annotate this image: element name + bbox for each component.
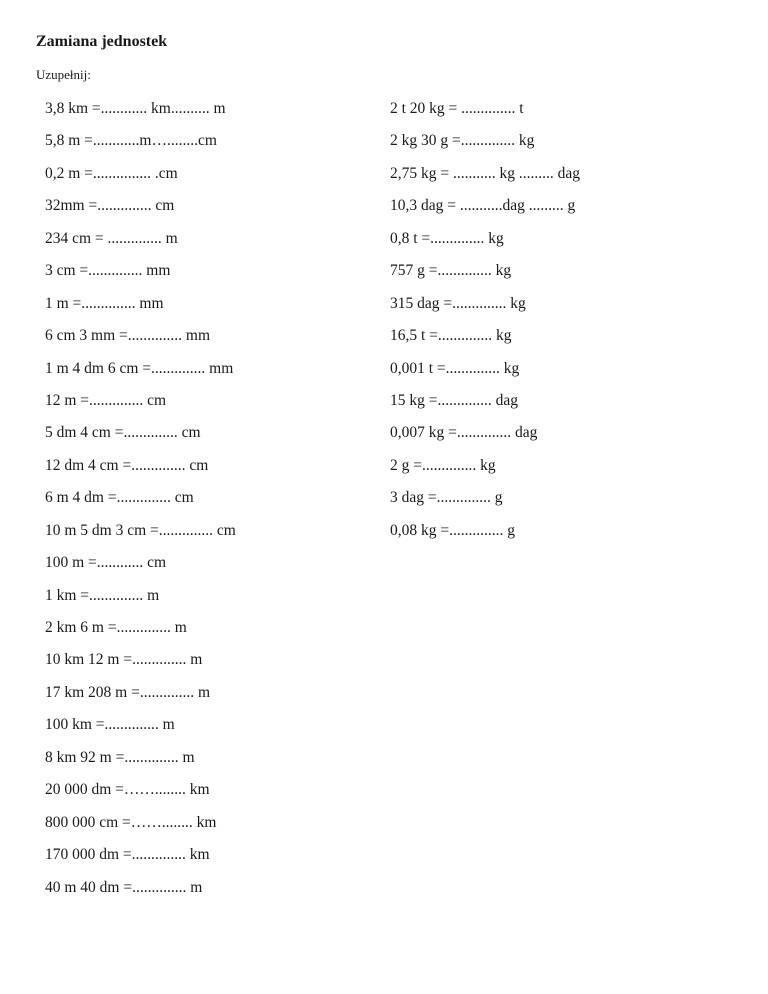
exercise-item: 20 000 dm =……........ km [45,781,210,799]
exercise-item: 0,007 kg =.............. dag [390,424,538,442]
exercise-item: 2 km 6 m =.............. m [45,619,187,636]
exercise-item: 12 m =.............. cm [45,391,167,409]
page-title: Zamiana jednostek [36,33,168,50]
exercise-item: 2 g =.............. kg [390,456,496,474]
exercise-item: 757 g =.............. kg [390,262,512,280]
exercise-item: 1 m 4 dm 6 cm =.............. mm [45,359,234,377]
exercise-item: 234 cm = .............. m [45,229,178,247]
exercise-item: 100 km =.............. m [45,716,175,734]
exercise-item: 800 000 cm =……........ km [45,813,217,831]
exercise-item: 16,5 t =.............. kg [390,327,512,345]
exercise-item: 0,08 kg =.............. g [390,521,515,539]
exercise-item: 5,8 m =............m…........cm [45,132,217,150]
exercise-item: 10 m 5 dm 3 cm =.............. cm [45,521,236,539]
exercise-item: 6 cm 3 mm =.............. mm [45,327,211,345]
exercise-item: 15 kg =.............. dag [390,391,518,409]
exercise-list-mass [390,99,730,553]
exercise-item: 12 dm 4 cm =.............. cm [45,456,209,474]
exercise-item: 0,8 t =.............. kg [390,229,504,247]
exercise-item: 10,3 dag = ...........dag ......... g [390,197,576,215]
exercise-item: 3 cm =.............. mm [45,262,171,280]
exercise-item: 3 dag =.............. g [390,489,503,507]
exercise-item: 10 km 12 m =.............. m [45,651,203,669]
exercise-item: 8 km 92 m =.............. m [45,748,195,766]
exercise-item: 170 000 dm =.............. km [45,846,210,864]
exercise-item: 3,8 km =............ km.......... m [45,100,226,117]
exercise-item: 40 m 40 dm =.............. m [45,878,203,896]
exercise-item: 2 t 20 kg = .............. t [390,100,524,117]
exercise-list-length [45,99,375,910]
instruction-text: Uzupełnij: [36,67,91,82]
exercise-item: 1 km =.............. m [45,586,160,604]
exercise-item: 2 kg 30 g =.............. kg [390,132,535,150]
exercise-item: 6 m 4 dm =.............. cm [45,489,194,507]
exercise-item: 1 m =.............. mm [45,294,164,312]
exercise-item: 32mm =.............. cm [45,197,175,215]
exercise-item: 315 dag =.............. kg [390,294,526,312]
exercise-item: 5 dm 4 cm =.............. cm [45,424,201,442]
exercise-item: 17 km 208 m =.............. m [45,683,211,701]
exercise-item: 100 m =............ cm [45,554,167,572]
exercise-item: 0,2 m =............... .cm [45,164,178,182]
exercise-item: 2,75 kg = ........... kg ......... dag [390,164,580,182]
exercise-item: 0,001 t =.............. kg [390,359,520,377]
